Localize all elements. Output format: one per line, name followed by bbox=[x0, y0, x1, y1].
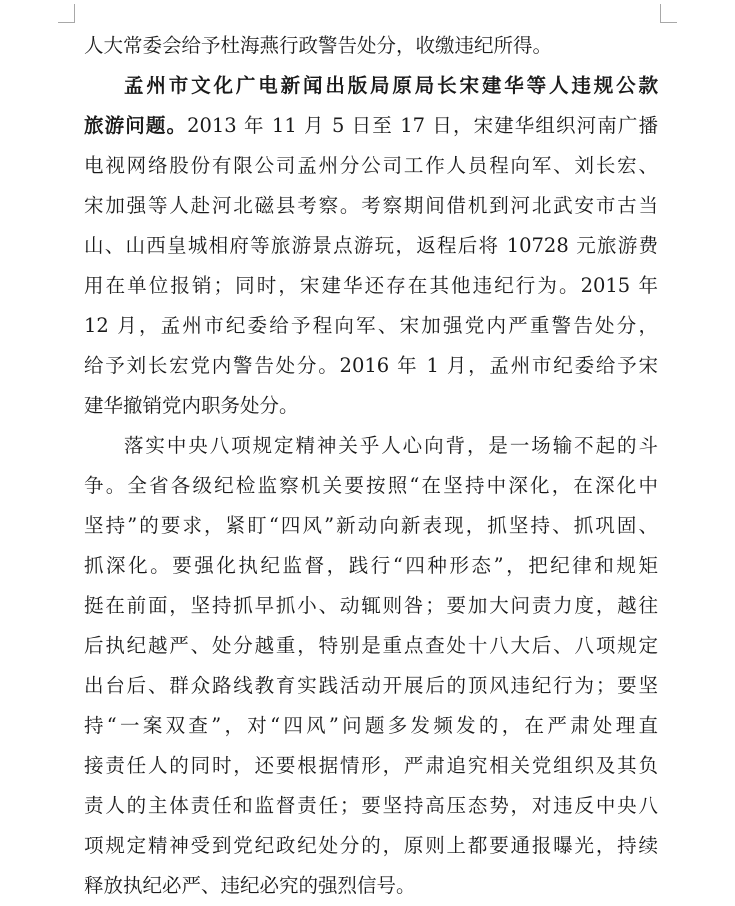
text-line: 建华撤销党内职务处分。 bbox=[84, 394, 299, 417]
text-line: 接责任人的同时，还要根据情形，严肃追究相关党组织及其负 bbox=[84, 754, 658, 777]
text-line: 责人的主体责任和监督责任；要坚持高压态势，对违反中央八 bbox=[84, 794, 658, 817]
text-line: 出台后、群众路线教育实践活动开展后的顶风违纪行为；要坚 bbox=[84, 674, 658, 697]
document-body bbox=[84, 26, 658, 906]
crop-mark-top-right bbox=[660, 4, 677, 23]
text-line: 落实中央八项规定精神关乎人心向背，是一场输不起的斗 bbox=[124, 434, 658, 457]
text-line: 宋加强等人赴河北磁县考察。考察期间借机到河北武安市古当 bbox=[84, 194, 658, 217]
text-line: 山、山西皇城相府等旅游景点游玩，返程后将 10728 元旅游费 bbox=[84, 234, 658, 257]
text-line: 挺在前面，坚持抓早抓小、动辄则咎；要加大问责力度，越往 bbox=[84, 594, 658, 617]
text-line: 电视网络股份有限公司孟州分公司工作人员程向军、刘长宏、 bbox=[84, 154, 658, 177]
section-heading: 旅游问题。 bbox=[84, 114, 188, 137]
text-line: 持“一案双查”，对“四风”问题多发频发的，在严肃处理直 bbox=[84, 714, 658, 737]
text-line: 抓深化。要强化执纪监督，践行“四种形态”，把纪律和规矩 bbox=[84, 554, 658, 577]
text-line: 人大常委会给予杜海燕行政警告处分，收缴违纪所得。 bbox=[84, 34, 553, 57]
text-line: 旅游问题。2013 年 11 月 5 日至 17 日，宋建华组织河南广播 bbox=[84, 114, 658, 137]
text-line: 坚持”的要求，紧盯“四风”新动向新表现，抓坚持、抓巩固、 bbox=[84, 514, 658, 537]
crop-mark-top-left bbox=[58, 4, 75, 23]
text-line bbox=[84, 66, 658, 106]
section-heading: 孟州市文化广电新闻出版局原局长宋建华等人违规公款 bbox=[124, 74, 658, 97]
text-line: 争。全省各级纪检监察机关要按照“在坚持中深化，在深化中 bbox=[84, 474, 658, 497]
text-line: 后执纪越严、处分越重，特别是重点查处十八大后、八项规定 bbox=[84, 634, 658, 657]
text-line: 用在单位报销；同时，宋建华还存在其他违纪行为。2015 年 bbox=[84, 274, 658, 297]
text-line: 给予刘长宏党内警告处分。2016 年 1 月，孟州市纪委给予宋 bbox=[84, 354, 658, 377]
text-line: 12 月，孟州市纪委给予程向军、宋加强党内严重警告处分， bbox=[84, 314, 658, 337]
text-line: 释放执纪必严、违纪必究的强烈信号。 bbox=[84, 874, 416, 897]
text-line: 项规定精神受到党纪政纪处分的，原则上都要通报曝光，持续 bbox=[84, 834, 658, 857]
